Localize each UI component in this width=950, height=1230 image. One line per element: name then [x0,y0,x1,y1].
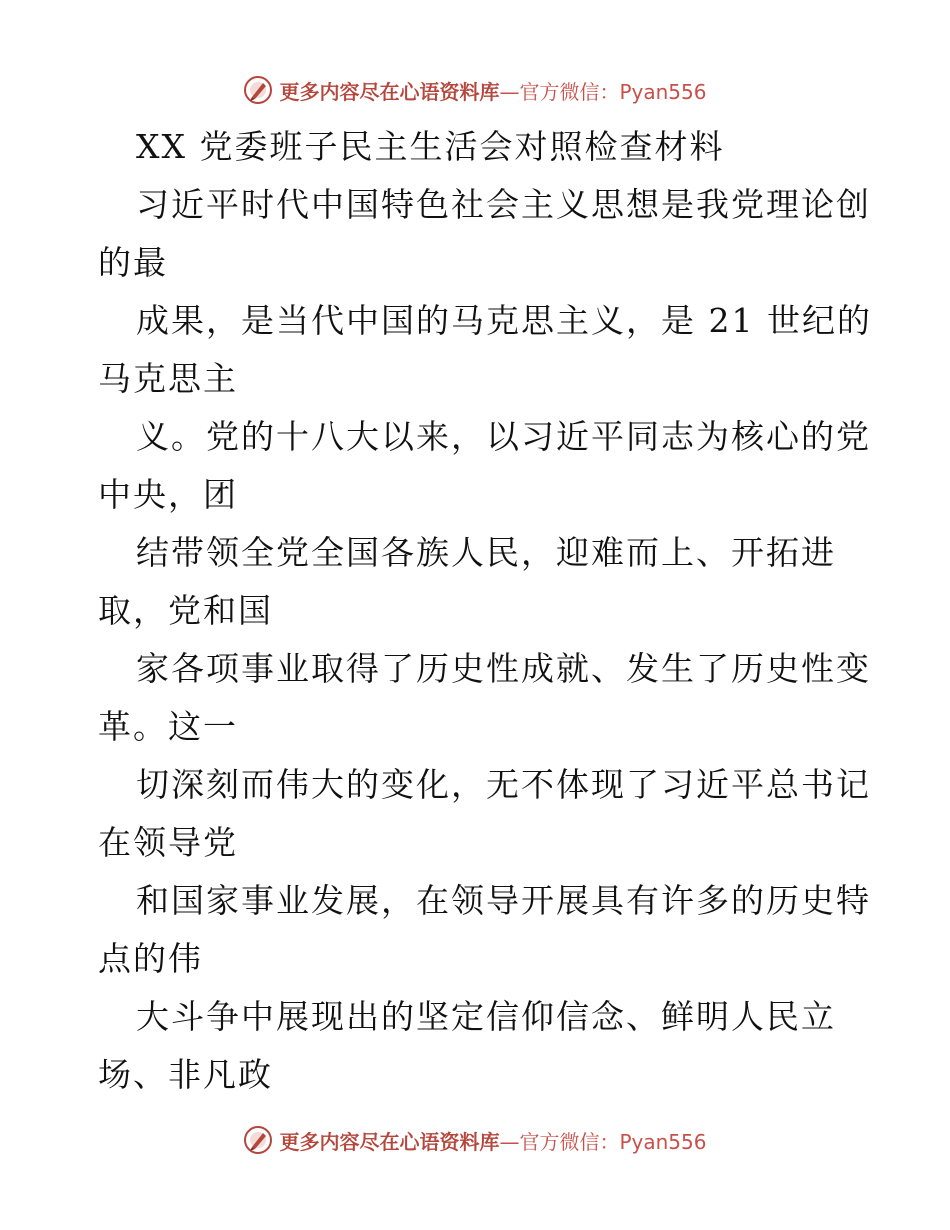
paragraph-line: 场、非凡政 [98,1055,273,1094]
paragraph-line: 马克思主 [98,359,238,398]
paragraph-line: 取，党和国 [98,591,273,630]
paragraph-line: 在领导党 [98,823,238,862]
paragraph-line: 习近平时代中国特色社会主义思想是我党理论创 [136,185,871,224]
paragraph-line: 的最 [98,243,168,282]
paragraph-line: 成果，是当代中国的马克思主义，是 21 世纪的 [136,301,872,340]
paragraph-line: 结带领全党全国各族人民，迎难而上、开拓进 [136,533,836,572]
watermark-brand-text: 更多内容尽在心语资料库 [279,1129,500,1154]
paragraph-line: 中央，团 [98,475,238,514]
paragraph-line: 革。这一 [98,707,238,746]
paragraph-line: 义。党的十八大以来，以习近平同志为核心的党 [136,417,871,456]
paragraph-line: 大斗争中展现出的坚定信仰信念、鲜明人民立 [136,997,836,1036]
document-body [98,118,872,1104]
pen-logo-icon [243,1125,273,1155]
watermark-contact-text: —官方微信：Pyan556 [499,79,707,104]
paragraph-line: 和国家事业发展，在领导开展具有许多的历史特 [136,881,871,920]
paragraph-line: 切深刻而伟大的变化，无不体现了习近平总书记 [136,765,871,804]
footer-watermark [0,1120,950,1160]
document-title: XX 党委班子民主生活会对照检查材料 [136,127,725,166]
paragraph-line: 点的伟 [98,939,203,978]
pen-logo-icon [243,75,273,105]
header-watermark [0,70,950,110]
watermark-brand-text: 更多内容尽在心语资料库 [279,79,500,104]
paragraph-line: 家各项事业取得了历史性成就、发生了历史性变 [136,649,871,688]
watermark-contact-text: —官方微信：Pyan556 [499,1129,707,1154]
